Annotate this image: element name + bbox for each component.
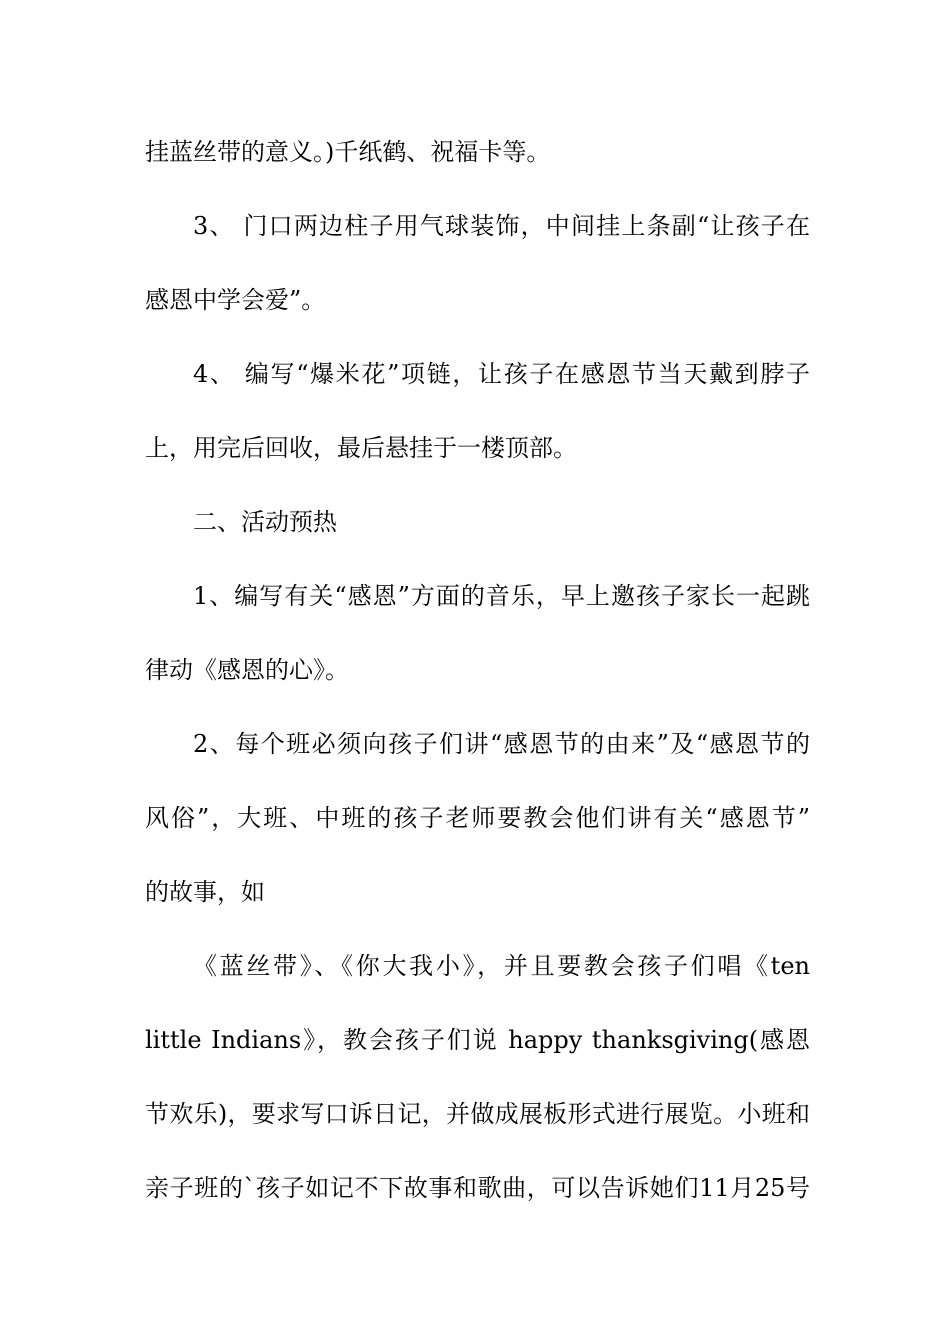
paragraph-line: 挂蓝丝带的意义。)千纸鹤、祝福卡等。 — [145, 138, 551, 166]
paragraph-line: 2、每个班必须向孩子们讲“感恩节的由来”及“感恩节的 — [193, 730, 810, 758]
paragraph-line: 上，用完后回收，最后悬挂于一楼顶部。 — [145, 434, 577, 462]
paragraph-line: little Indians》，教会孩子们说 happy thanksgiving(感恩 — [145, 1026, 810, 1054]
paragraph-line: 1、编写有关“感恩”方面的音乐，早上邀孩子家长一起跳 — [193, 582, 810, 610]
paragraph-line: 4、 编写“爆米花”项链，让孩子在感恩节当天戴到脖子 — [193, 360, 810, 388]
paragraph-line: 的故事，如 — [145, 878, 265, 906]
paragraph-line: 感恩中学会爱”。 — [145, 286, 326, 314]
paragraph-line: 风俗”，大班、中班的孩子老师要教会他们讲有关“感恩节” — [145, 804, 810, 832]
paragraph-line: 律动《感恩的心》。 — [145, 656, 349, 684]
paragraph-line: 《蓝丝带》、《你大我小》，并且要教会孩子们唱《ten — [193, 952, 810, 980]
section-heading: 二、活动预热 — [193, 508, 337, 536]
paragraph-line: 节欢乐)，要求写口诉日记，并做成展板形式进行展览。小班和 — [145, 1100, 810, 1128]
paragraph-line: 亲子班的`孩子如记不下故事和歌曲，可以告诉她们11月25号 — [145, 1174, 810, 1202]
paragraph-line: 3、 门口两边柱子用气球装饰，中间挂上条副“让孩子在 — [193, 212, 810, 240]
